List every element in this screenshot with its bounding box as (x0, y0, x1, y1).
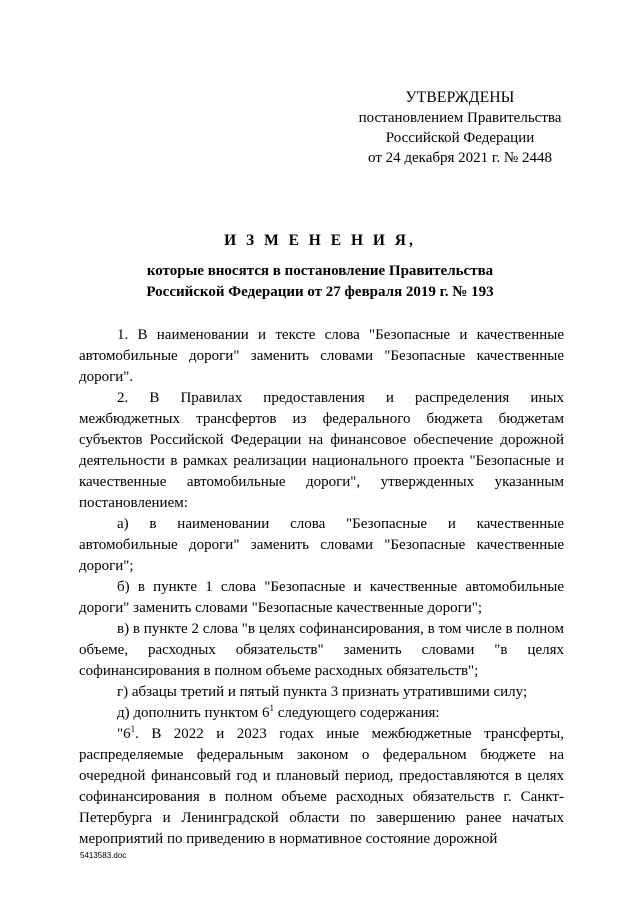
approval-date-line (340, 148, 580, 168)
paragraph-b: б) в пункте 1 слова "Безопасные и качественные автомобильные дороги" заменить словами "Безопасные качественные дороги"; (79, 579, 564, 616)
document-footer-id: 5413583.doc (80, 851, 127, 860)
paragraph-c: в) в пункте 2 слова "в целях софинансирования, в том числе в полном объеме, расходных обязательств" заменить словами "в целях софинансирования в полном объеме расходных обязательств"; (79, 621, 564, 679)
approval-line-2: Российской Федерации (385, 130, 535, 146)
approval-stamp (340, 88, 580, 168)
paragraph-d-text-2: следующего содержания: (273, 705, 440, 721)
paragraph-6-1-text-2: . В 2022 и 2023 годах иные межбюджетные трансферты, распределяемые федеральным законом о федеральном бюджете на очередной финансовый год и плановый период, предоставляются в целях софинансирования в полном объеме расходных обязательств г. Санкт-Петербурга и Ленинградской области по завершению ранее начатых мероприятий по приведению в нормативное состояние дорожной (79, 726, 564, 847)
paragraph-d-text-1: д) дополнить пунктом 6 (117, 705, 270, 721)
approval-heading: УТВЕРЖДЕНЫ (405, 89, 515, 106)
paragraph-d (79, 703, 564, 724)
approval-date: от 24 декабря 2021 г. (368, 150, 501, 166)
approval-number-sign: № (503, 150, 519, 166)
paragraph-a: а) в наименовании слова "Безопасные и качественные автомобильные дороги" заменить словами "Безопасные качественные дороги"; (79, 516, 564, 574)
document-body (79, 325, 564, 850)
paragraph-6-1-superscript: 1 (130, 724, 136, 734)
paragraph-6-1 (79, 724, 564, 850)
title-sub-line-1: которые вносятся в постановление Правительства (146, 263, 494, 279)
paragraph-d-superscript: 1 (269, 703, 274, 713)
paragraph-6-1-text-1: "6 (117, 726, 131, 742)
document-title (80, 232, 560, 303)
paragraph-2: 2. В Правилах предоставления и распределения иных межбюджетных трансфертов из федерального бюджета бюджетам субъектов Российской Федерации на финансовое обеспечение дорожной деятельности в рамках реализации национального проекта "Безопасные и качественные автомобильные дороги", утвержденных указанным постановлением: (79, 390, 564, 511)
paragraph-1: 1. В наименовании и тексте слова "Безопасные и качественные автомобильные дороги" заменить словами "Безопасные качественные дороги". (79, 327, 564, 385)
approval-number: 2448 (521, 150, 552, 166)
title-sub-line-2: Российской Федерации от 27 февраля 2019 г. № 193 (146, 284, 494, 300)
paragraph-g: г) абзацы третий и пятый пункта 3 признать утратившими силу; (117, 684, 528, 700)
title-main: И З М Е Н Е Н И Я, (224, 232, 416, 249)
approval-line-1: постановлением Правительства (358, 110, 562, 126)
